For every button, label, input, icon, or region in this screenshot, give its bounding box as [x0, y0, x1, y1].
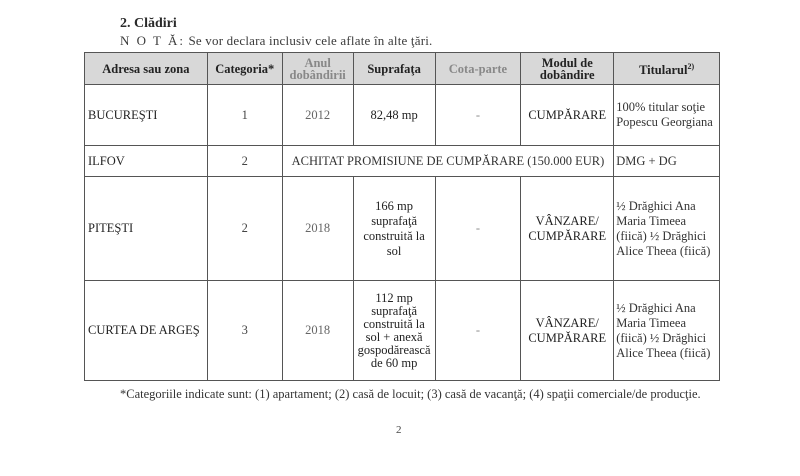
header-owner-label: Titularul — [639, 63, 688, 78]
cell-year: 2018 — [282, 177, 353, 281]
cell-share: - — [435, 177, 521, 281]
table-row — [85, 281, 720, 381]
header-year: Anul dobândirii — [282, 53, 353, 85]
note-label: N O T Ă: — [120, 33, 185, 48]
header-share: Cota-parte — [435, 53, 521, 85]
section-title: 2. Clădiri — [120, 16, 177, 31]
cell-mode: CUMPĂRARE — [521, 85, 614, 146]
header-category: Categoria* — [207, 53, 282, 85]
table-header-row — [85, 53, 720, 85]
cell-category: 2 — [207, 146, 282, 177]
note-text: Se vor declara inclusiv cele aflate în alte ţări. — [185, 33, 433, 48]
page-number: 2 — [396, 424, 402, 436]
cell-category: 3 — [207, 281, 282, 381]
header-mode: Modul de dobândire — [521, 53, 614, 85]
table-row — [85, 85, 720, 146]
cell-payment-note: ACHITAT PROMISIUNE DE CUMPĂRARE (150.000 EUR) — [282, 146, 614, 177]
cell-owner: ½ Drăghici Ana Maria Timeea (fiică) ½ Drăghici Alice Theea (fiică) — [614, 281, 720, 381]
cell-owner: 100% titular soţie Popescu Georgiana — [614, 85, 720, 146]
cell-address: CURTEA DE ARGEŞ — [85, 281, 208, 381]
cell-year: 2018 — [282, 281, 353, 381]
cell-share: - — [435, 281, 521, 381]
note — [120, 33, 433, 49]
category-footnote: *Categoriile indicate sunt: (1) apartament; (2) casă de locuit; (3) casă de vacanţă; (4) spaţii comerciale/de producţie. — [120, 387, 701, 401]
table-row — [85, 146, 720, 177]
table-row — [85, 177, 720, 281]
header-owner — [614, 53, 720, 85]
header-address: Adresa sau zona — [85, 53, 208, 85]
buildings-table — [84, 52, 720, 381]
cell-address: BUCUREŞTI — [85, 85, 208, 146]
cell-address: ILFOV — [85, 146, 208, 177]
cell-area: 82,48 mp — [353, 85, 435, 146]
cell-mode: VÂNZARE/ CUMPĂRARE — [521, 281, 614, 381]
cell-area: 166 mp suprafaţă construită la sol — [353, 177, 435, 281]
cell-area: 112 mp suprafaţă construită la sol + anexă gospodărească de 60 mp — [353, 281, 435, 381]
cell-mode: VÂNZARE/ CUMPĂRARE — [521, 177, 614, 281]
cell-share: - — [435, 85, 521, 146]
cell-category: 1 — [207, 85, 282, 146]
cell-year: 2012 — [282, 85, 353, 146]
cell-category: 2 — [207, 177, 282, 281]
cell-owner: ½ Drăghici Ana Maria Timeea (fiică) ½ Drăghici Alice Theea (fiică) — [614, 177, 720, 281]
header-owner-footnote-mark: 2) — [687, 61, 695, 71]
header-area: Suprafaţa — [353, 53, 435, 85]
cell-owner: DMG + DG — [614, 146, 720, 177]
cell-address: PITEŞTI — [85, 177, 208, 281]
